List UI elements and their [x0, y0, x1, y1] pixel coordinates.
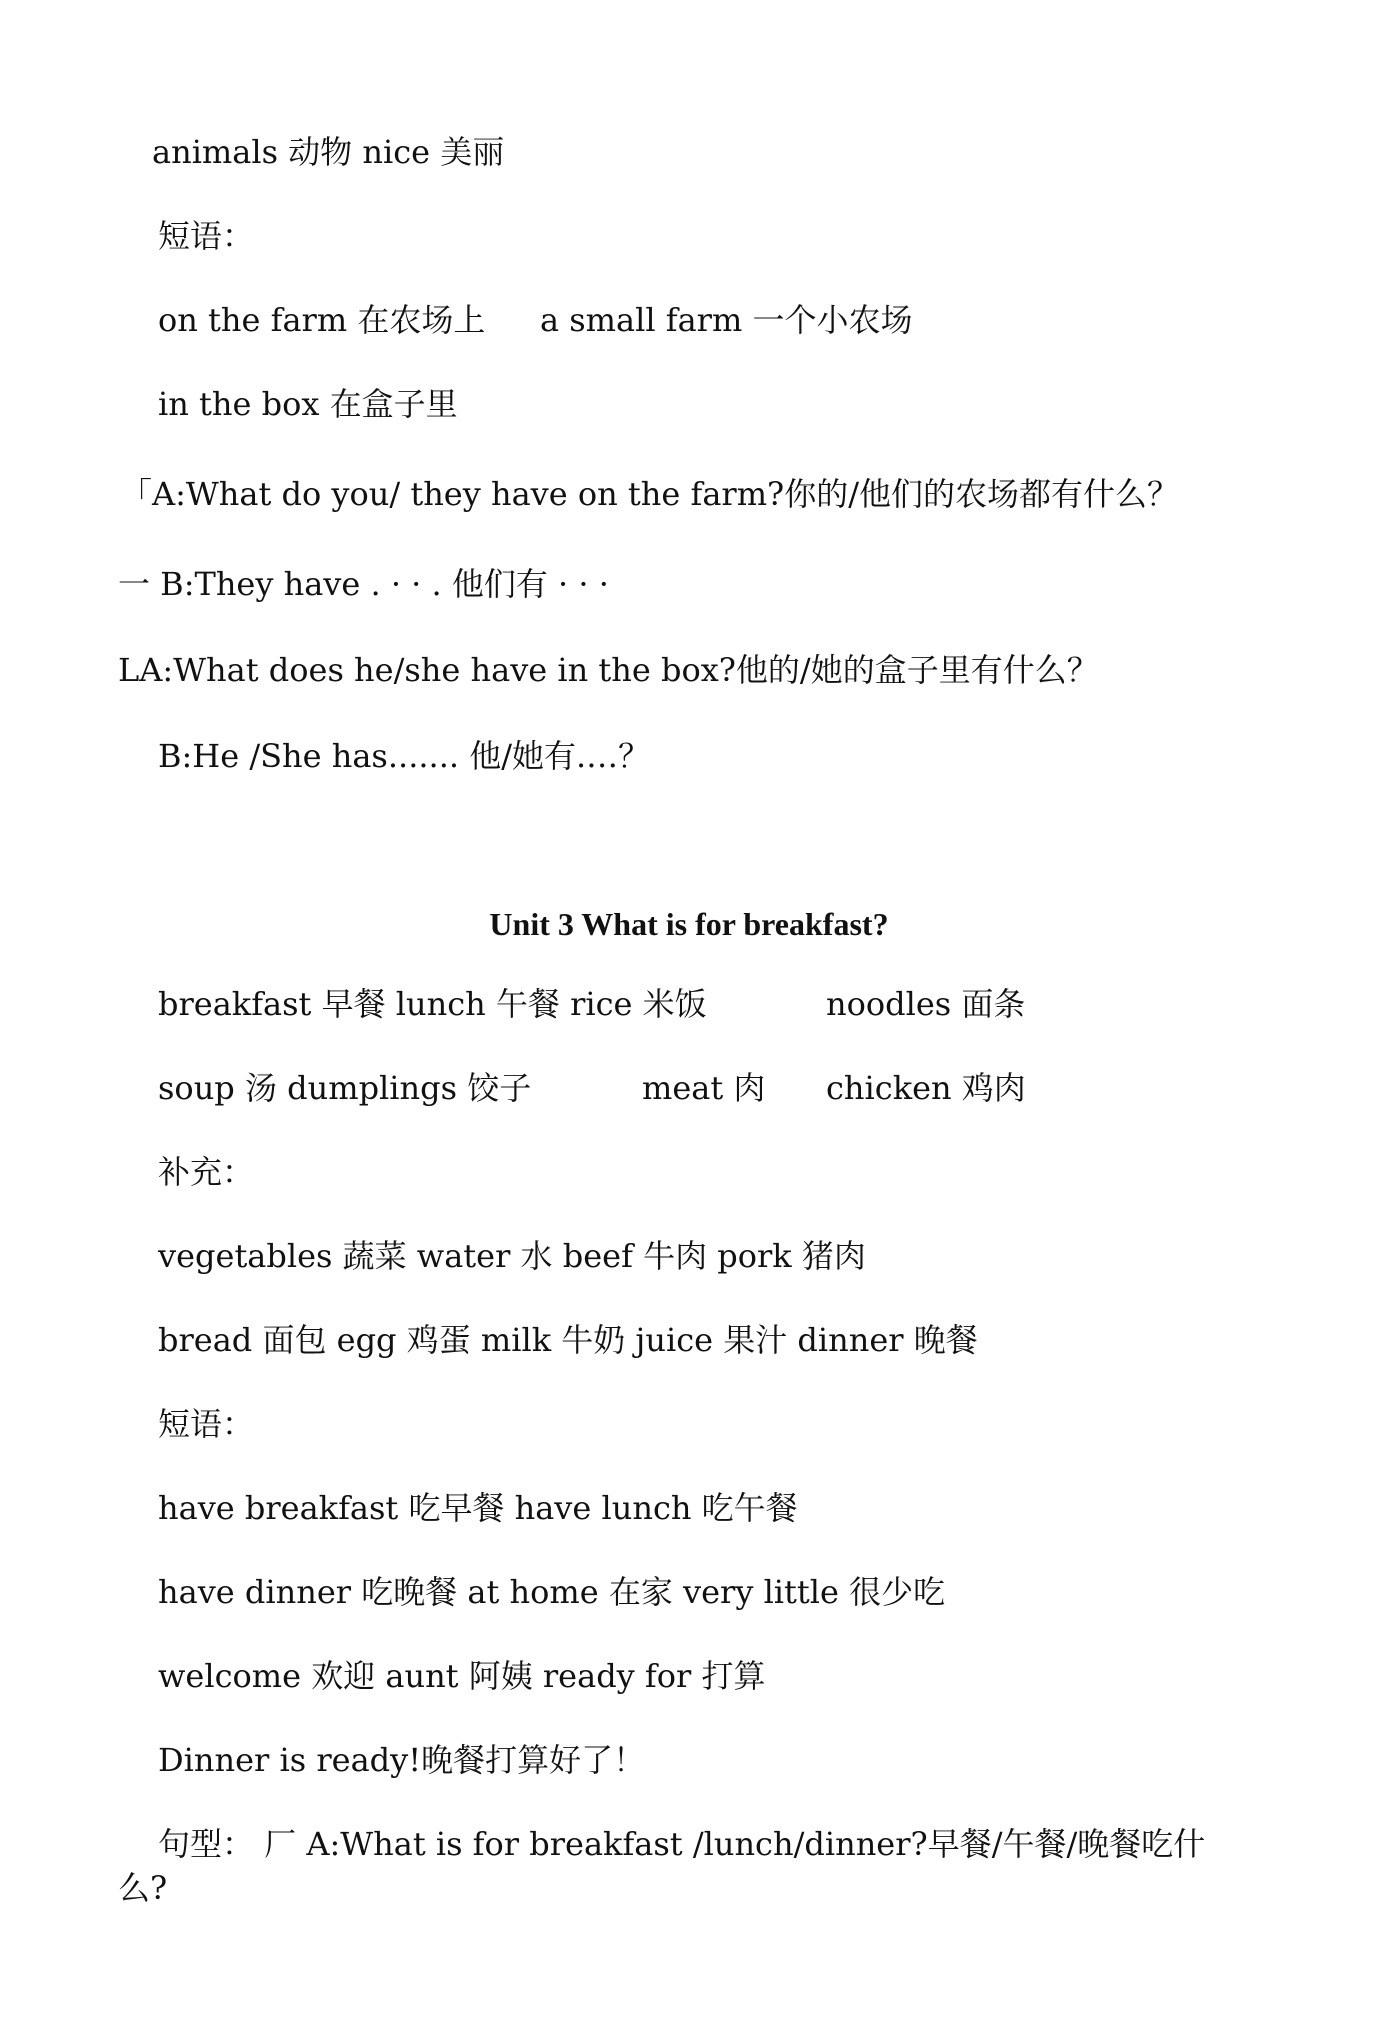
phrase-small-farm: a small farm 一个小农场 — [540, 301, 913, 339]
dialog-line-3: LA:What does he/she have in the box?他的/她的盒子里有什么？ — [118, 651, 1099, 689]
vocab-meals: breakfast 早餐 lunch 午餐 rice 米饭 — [158, 985, 707, 1023]
dialog-line-2: 一 B:They have . · · . 他们有 · · · — [118, 565, 609, 603]
phrases-heading: 短语： — [158, 217, 255, 255]
supplement-line: bread 面包 egg 鸡蛋 milk 牛奶 juice 果汁 dinner 晚餐 — [158, 1321, 978, 1359]
vocab-chicken: chicken 鸡肉 — [826, 1069, 1026, 1107]
dialog-line-1: 「A:What do you/ they have on the farm?你的/他们的农场都有什么？ — [120, 475, 1179, 513]
sentence-pattern-continuation: 么? — [118, 1869, 168, 1907]
supplement-heading: 补充： — [158, 1153, 255, 1191]
phrase-line: have breakfast 吃早餐 have lunch 吃午餐 — [158, 1489, 798, 1527]
phrase-line: Dinner is ready!晚餐打算好了！ — [158, 1741, 646, 1779]
sentence-pattern-line: 句型： 厂 A:What is for breakfast /lunch/dinner?早餐/午餐/晚餐吃什 — [158, 1825, 1206, 1863]
vocab-noodles: noodles 面条 — [826, 985, 1026, 1023]
phrase-on-the-farm: on the farm 在农场上 — [158, 301, 486, 339]
vocab-soup-dumplings: soup 汤 dumplings 饺子 — [158, 1069, 532, 1107]
phrase-line: have dinner 吃晚餐 at home 在家 very little 很少吃 — [158, 1573, 946, 1611]
phrase-line: welcome 欢迎 aunt 阿姨 ready for 打算 — [158, 1657, 766, 1695]
phrases-heading: 短语： — [158, 1405, 255, 1443]
vocab-line: animals 动物 nice 美丽 — [152, 133, 505, 171]
phrase-in-the-box: in the box 在盒子里 — [158, 385, 458, 423]
supplement-line: vegetables 蔬菜 water 水 beef 牛肉 pork 猪肉 — [158, 1237, 866, 1275]
vocab-meat: meat 肉 — [642, 1069, 766, 1107]
dialog-line-4: B:He /She has....... 他/她有.…？ — [158, 737, 651, 775]
unit-title: Unit 3 What is for breakfast? — [489, 906, 889, 942]
